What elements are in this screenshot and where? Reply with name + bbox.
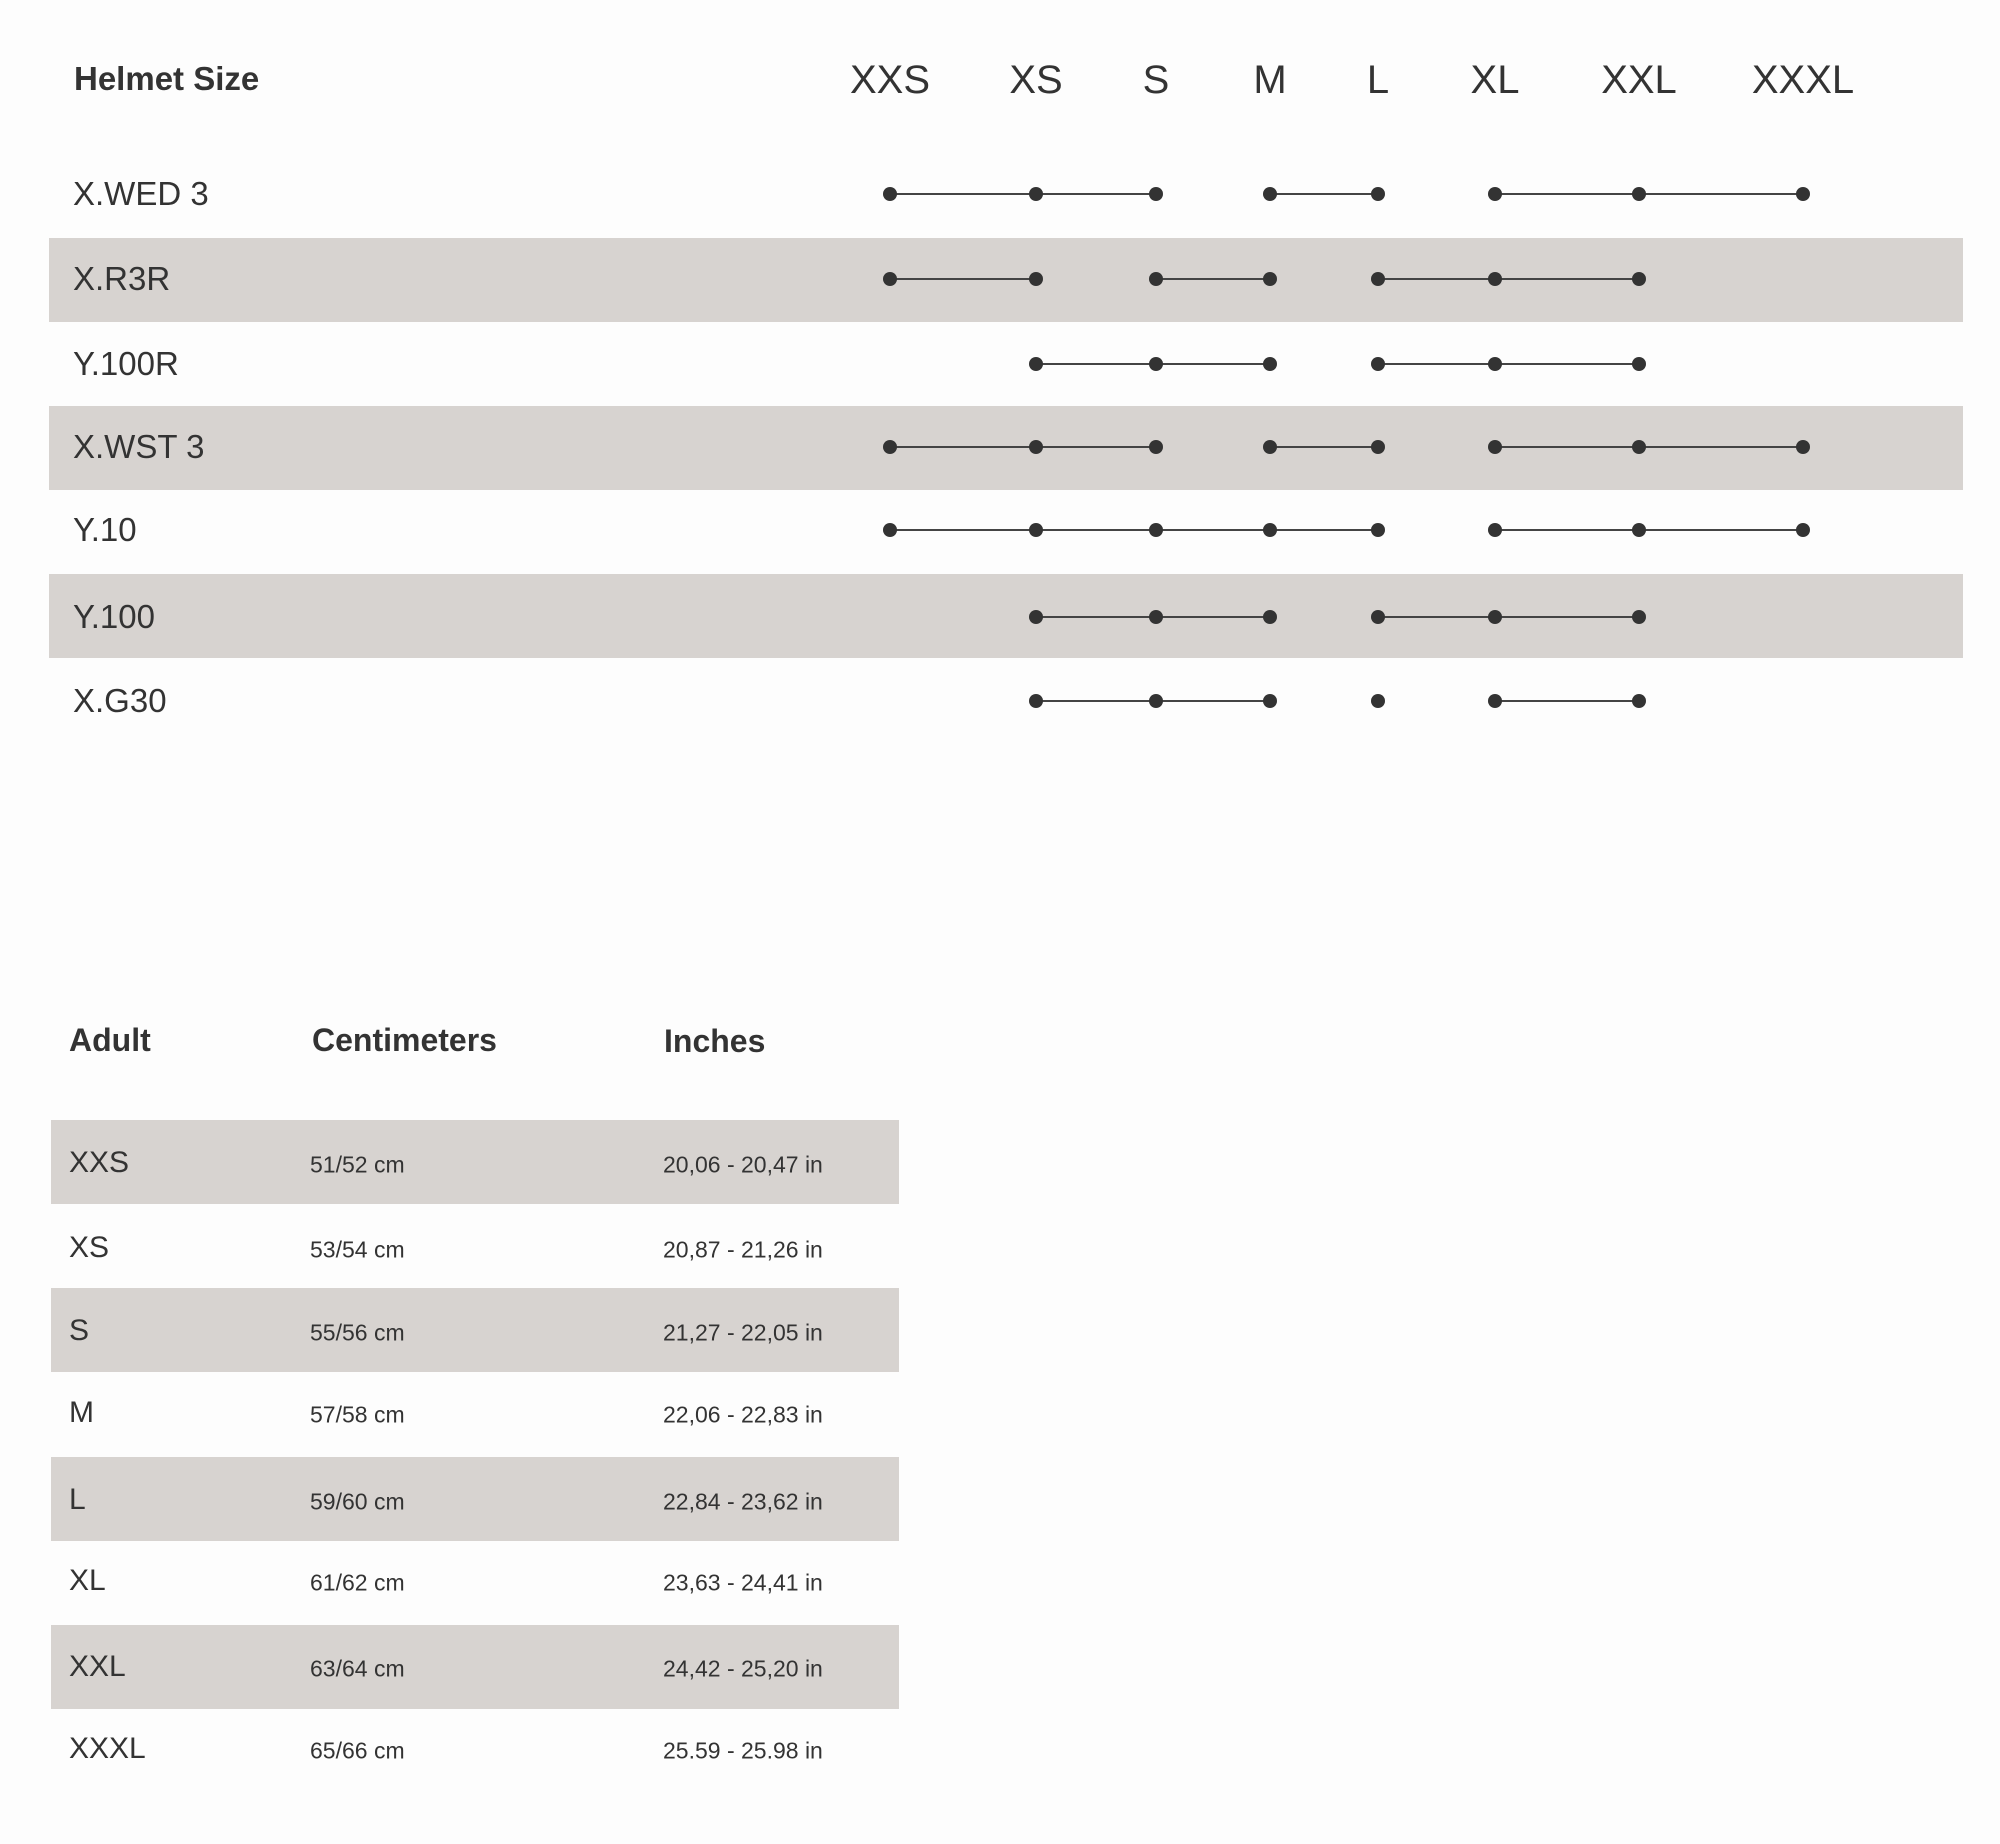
size-dot-s xyxy=(1149,357,1163,371)
size-dot-xxs xyxy=(883,272,897,286)
size-dot-xl xyxy=(1488,357,1502,371)
size-dot-s xyxy=(1149,187,1163,201)
header-adult: Adult xyxy=(69,1022,151,1058)
cell-inches: 24,42 - 25,20 in xyxy=(663,1655,823,1682)
model-label: Y.100R xyxy=(73,345,179,382)
size-col-label-l: L xyxy=(1366,58,1390,102)
size-dot-m xyxy=(1263,272,1277,286)
size-dot-xl xyxy=(1488,272,1502,286)
size-col-label-xs: XS xyxy=(1009,58,1063,102)
cell-inches: 20,87 - 21,26 in xyxy=(663,1236,823,1263)
size-dot-l xyxy=(1371,272,1385,286)
cell-size: XL xyxy=(69,1564,106,1597)
size-dot-xxs xyxy=(883,523,897,537)
cell-size: L xyxy=(69,1483,86,1516)
model-size-row xyxy=(883,187,1810,201)
cell-centimeters: 57/58 cm xyxy=(310,1401,405,1428)
model-label: X.WED 3 xyxy=(73,175,209,212)
size-dot-m xyxy=(1263,523,1277,537)
helmet-size-chart xyxy=(0,0,2000,760)
size-dot-s xyxy=(1149,610,1163,624)
model-label: X.G30 xyxy=(73,682,167,719)
cell-centimeters: 55/56 cm xyxy=(310,1319,405,1346)
size-dot-s xyxy=(1149,523,1163,537)
size-dot-xs xyxy=(1029,440,1043,454)
size-dot-xxs xyxy=(883,440,897,454)
size-dot-l xyxy=(1371,187,1385,201)
model-label: X.R3R xyxy=(73,260,171,297)
size-dot-xs xyxy=(1029,610,1043,624)
size-dot-xl xyxy=(1488,440,1502,454)
size-dot-xxl xyxy=(1632,357,1646,371)
size-dot-l xyxy=(1371,523,1385,537)
size-dot-l xyxy=(1371,440,1385,454)
model-size-row xyxy=(1029,357,1646,371)
header-inches: Inches xyxy=(664,1023,766,1059)
cell-size: XXXL xyxy=(69,1732,146,1765)
size-dot-m xyxy=(1263,694,1277,708)
size-dot-xxxl xyxy=(1796,440,1810,454)
model-size-row xyxy=(883,523,1810,537)
size-dot-m xyxy=(1263,610,1277,624)
size-dot-s xyxy=(1149,694,1163,708)
size-conversion-table xyxy=(0,1000,1000,1800)
header-centimeters: Centimeters xyxy=(312,1022,497,1058)
size-dot-l xyxy=(1371,357,1385,371)
size-col-label-m: M xyxy=(1253,58,1287,102)
size-dot-xs xyxy=(1029,357,1043,371)
size-dot-xxs xyxy=(883,187,897,201)
model-size-row xyxy=(883,272,1646,286)
model-label: Y.100 xyxy=(73,598,155,635)
model-size-row xyxy=(1029,610,1646,624)
size-dot-xs xyxy=(1029,694,1043,708)
cell-centimeters: 59/60 cm xyxy=(310,1488,405,1515)
cell-inches: 25.59 - 25.98 in xyxy=(663,1737,823,1764)
size-dot-xxl xyxy=(1632,272,1646,286)
size-dot-xxl xyxy=(1632,440,1646,454)
size-dot-xs xyxy=(1029,523,1043,537)
cell-centimeters: 63/64 cm xyxy=(310,1655,405,1682)
size-dot-xxl xyxy=(1632,523,1646,537)
size-dot-m xyxy=(1263,440,1277,454)
size-dot-xl xyxy=(1488,187,1502,201)
size-col-label-s: S xyxy=(1142,58,1170,102)
size-dot-xs xyxy=(1029,187,1043,201)
cell-inches: 21,27 - 22,05 in xyxy=(663,1319,823,1346)
size-dot-xxxl xyxy=(1796,187,1810,201)
size-dot-xl xyxy=(1488,523,1502,537)
model-size-row xyxy=(1029,694,1646,708)
size-dot-xl xyxy=(1488,694,1502,708)
size-dot-l xyxy=(1371,694,1385,708)
cell-centimeters: 51/52 cm xyxy=(310,1151,405,1178)
model-size-row xyxy=(883,440,1810,454)
size-dot-xxxl xyxy=(1796,523,1810,537)
size-dot-s xyxy=(1149,272,1163,286)
cell-size: XXL xyxy=(69,1650,126,1683)
size-dot-xxl xyxy=(1632,694,1646,708)
cell-size: M xyxy=(69,1396,94,1429)
size-col-label-xxl: XXL xyxy=(1601,58,1677,102)
size-range-markers xyxy=(0,0,2000,760)
cell-inches: 22,84 - 23,62 in xyxy=(663,1488,823,1515)
size-col-label-xl: XL xyxy=(1470,58,1520,102)
cell-centimeters: 53/54 cm xyxy=(310,1236,405,1263)
size-dot-s xyxy=(1149,440,1163,454)
cell-inches: 22,06 - 22,83 in xyxy=(663,1401,823,1428)
size-dot-m xyxy=(1263,187,1277,201)
model-label: Y.10 xyxy=(73,511,137,548)
cell-inches: 20,06 - 20,47 in xyxy=(663,1151,823,1178)
cell-centimeters: 61/62 cm xyxy=(310,1569,405,1596)
cell-inches: 23,63 - 24,41 in xyxy=(663,1569,823,1596)
size-col-label-xxxl: XXXL xyxy=(1751,58,1855,102)
cell-size: S xyxy=(69,1314,90,1347)
size-dot-xl xyxy=(1488,610,1502,624)
size-dot-xxl xyxy=(1632,187,1646,201)
model-label: X.WST 3 xyxy=(73,428,205,465)
size-col-label-xxs: XXS xyxy=(849,58,931,102)
cell-size: XXS xyxy=(69,1146,130,1179)
size-dot-m xyxy=(1263,357,1277,371)
size-dot-xxl xyxy=(1632,610,1646,624)
size-dot-l xyxy=(1371,610,1385,624)
cell-centimeters: 65/66 cm xyxy=(310,1737,405,1764)
chart-title: Helmet Size xyxy=(74,60,260,97)
size-dot-xs xyxy=(1029,272,1043,286)
cell-size: XS xyxy=(69,1231,110,1264)
